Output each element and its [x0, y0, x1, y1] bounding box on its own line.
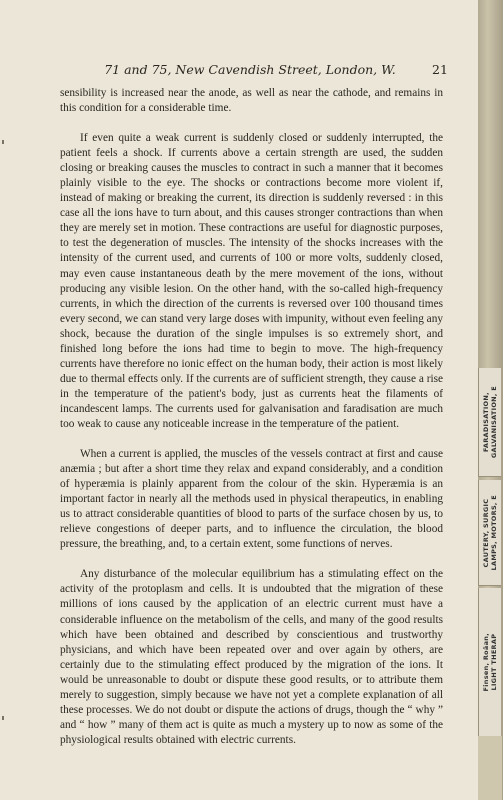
- index-tab-light-therapy[interactable]: Finsen, Roäan, LIGHT THERAP: [478, 588, 501, 737]
- index-tab-faradisation[interactable]: FARADISATION, GALVANISATION, E: [478, 368, 501, 477]
- thumb-index-tabs: [478, 0, 503, 800]
- margin-mark: [2, 716, 4, 720]
- page-edge-band: [478, 736, 502, 800]
- running-head: 71 and 75, New Cavendish Street, London, W.: [104, 62, 396, 77]
- paragraph-1: sensibility is increased near the anode, as well as near the cathode, and remains in this condition for a considerable time.: [60, 87, 443, 115]
- margin-mark: [2, 140, 4, 144]
- paragraph-3: When a current is applied, the muscles of the vessels contract at first and cause anæmia ; but after a short time they relax and expand considerably, and a condition of hyperæmia is plainly apparent from the colour of the skin. Hyperæmia is an important factor in nearly all the methods used in physical therapeutics, in enabling us to attract considerable quantities of blood to parts of the surface chosen by us, to relieve congestions of deeper parts, and to influence the circulation, the blood pressure, the breathing, and, to a certain extent, some functions of nerves.: [60, 448, 443, 551]
- paragraph-2: If even quite a weak current is suddenly closed or suddenly interrupted, the patient feels a shock. If currents above a certain strength are used, the sudden closing or breaking causes the muscles to contract in such a manner that it becomes plainly visible to the eye. The shocks or contractions become more violent if, instead of making or breaking the current, its direction is suddenly reversed : in this case all the ions have to turn about, and this causes stronger contractions than when they are merely set in motion. These contractions are useful for diagnostic purposes, to test the degeneration of muscles. The intensity of the shocks increases with the intensity of the current used, and currents of 100 or more volts, suddenly closed, may even cause instantaneous death by the mere movement of the ions, without producing any visible lesion. On the other hand, with the so-called high-frequency currents, in which the direction of the currents is reversed over 100 thousand times every second, we can stand very large doses with impunity, without even feeling any shock, because the duration of the single impulses is so extremely short, and finished long before the ions had time to begin to move. The high-frequency currents have therefore no ionic effect on the human body, their action is most likely due to thermal effects only. If the currents are of sufficient strength, they cause a rise in the temperature of the patient's body, just as currents heat the filaments of incandescent lamps. The currents used for galvanisation and faradisation are much too weak to cause any noticeable increase in the temperature of the patient.: [60, 132, 443, 430]
- index-tab-cautery[interactable]: CAUTERY, SURGIC LAMPS, MOTORS, E: [478, 480, 501, 586]
- body-text: [60, 86, 443, 763]
- page-number: 21: [432, 62, 448, 77]
- paragraph-4: Any disturbance of the molecular equilibrium has a stimulating effect on the activity of the protoplasm and cells. It is undoubted that the migration of these millions of ions caused by the application of an electric current must have a considerable influence on the metabolism of the cells, and many of the good results which have been obtained and described by conscientious and trustworthy physicians, and which have been repeated over and over again by others, are certainly due to the stimulating effect produced by the migration of the ions. It would be unreasonable to doubt or dispute these good results, or to attribute them merely to suggestion, simply because we have not yet a complete explanation of all these processes. We do not doubt or dispute the actions of drugs, though the “ why ” and “ how ” many of them act is quite as much a mystery up to now as some of the physiological results obtained with electric currents.: [60, 568, 443, 746]
